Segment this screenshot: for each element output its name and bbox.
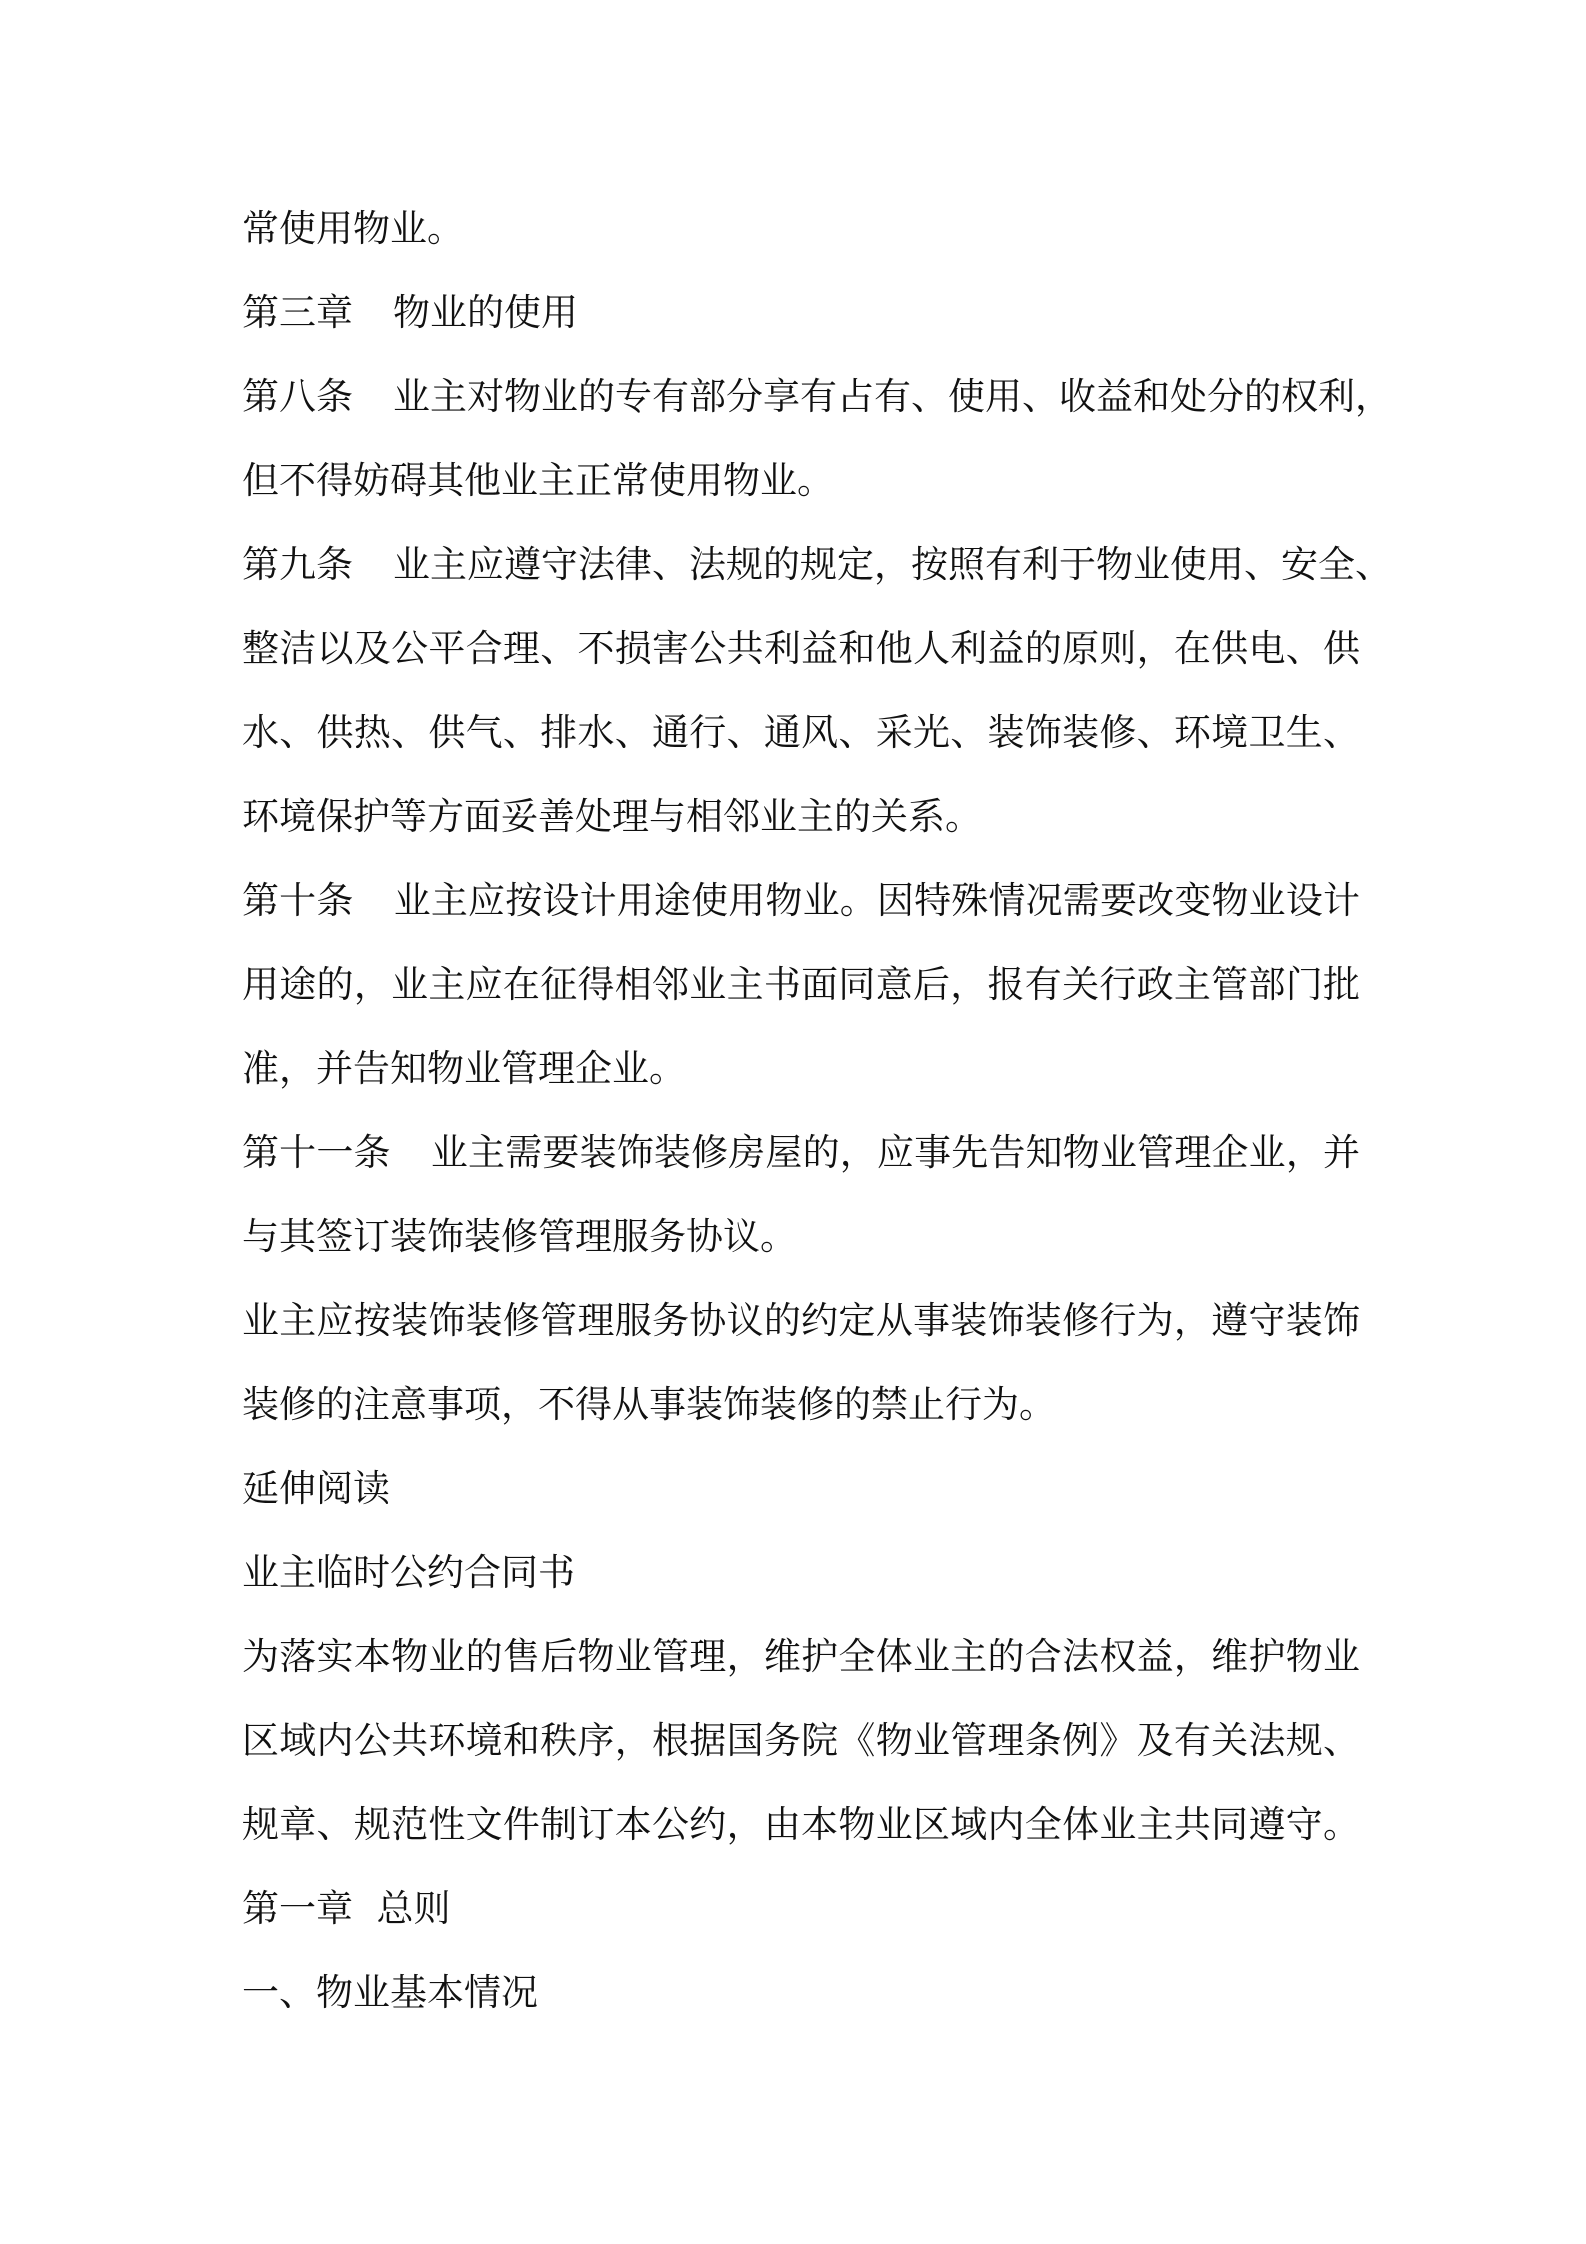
document-body: [242, 187, 1392, 2035]
article-label: 第九条: [242, 543, 353, 586]
text-line: 整洁以及公平合理、不损害公共利益和他人利益的原则，在供电、供: [242, 627, 1360, 670]
chapter-heading: [242, 271, 1360, 355]
text-line: 业主应按装饰装修管理服务协议的约定从事装饰装修行为，遵守装饰: [242, 1299, 1360, 1342]
text-line: 规章、规范性文件制订本公约，由本物业区域内全体业主共同遵守。: [242, 1803, 1360, 1846]
text-line: 用途的，业主应在征得相邻业主书面同意后，报有关行政主管部门批: [242, 963, 1360, 1006]
text-line: 水、供热、供气、排水、通行、通风、采光、装饰装修、环境卫生、: [242, 711, 1360, 754]
text-line: 准，并告知物业管理企业。: [242, 1047, 686, 1090]
text-line: 但不得妨碍其他业主正常使用物业。: [242, 459, 834, 502]
text-line: 与其签订装饰装修管理服务协议。: [242, 1215, 797, 1258]
article-text: 业主应遵守法律、法规的规定，按照有利于物业使用、安全、: [393, 543, 1392, 586]
article-line: [242, 355, 1392, 439]
article-label: 第十一条: [242, 1131, 391, 1174]
article-text: 业主对物业的专有部分享有占有、使用、收益和处分的权利，: [393, 375, 1392, 418]
chapter-label: 第三章: [242, 291, 353, 334]
text-line: 为落实本物业的售后物业管理，维护全体业主的合法权益，维护物业: [242, 1635, 1360, 1678]
chapter-title: 物业的使用: [393, 291, 578, 334]
article-text: 业主应按设计用途使用物业。因特殊情况需要改变物业设计: [393, 879, 1361, 922]
article-text: 业主需要装饰装修房屋的，应事先告知物业管理企业，并: [430, 1131, 1361, 1174]
document-title: 业主临时公约合同书: [242, 1551, 575, 1594]
text-line: 区域内公共环境和秩序，根据国务院《物业管理条例》及有关法规、: [242, 1719, 1360, 1762]
text-line: 环境保护等方面妥善处理与相邻业主的关系。: [242, 795, 982, 838]
subsection-heading: 一、物业基本情况: [242, 1971, 538, 2014]
section-heading: 延伸阅读: [242, 1467, 390, 1510]
article-line: [242, 1111, 1360, 1195]
text-line: 常使用物业。: [242, 207, 464, 250]
article-line: [242, 859, 1360, 943]
article-line: [242, 523, 1392, 607]
article-label: 第十条: [242, 879, 354, 922]
article-label: 第八条: [242, 375, 353, 418]
chapter-heading: 第一章 总则: [242, 1887, 451, 1930]
text-line: 装修的注意事项，不得从事装饰装修的禁止行为。: [242, 1383, 1056, 1426]
